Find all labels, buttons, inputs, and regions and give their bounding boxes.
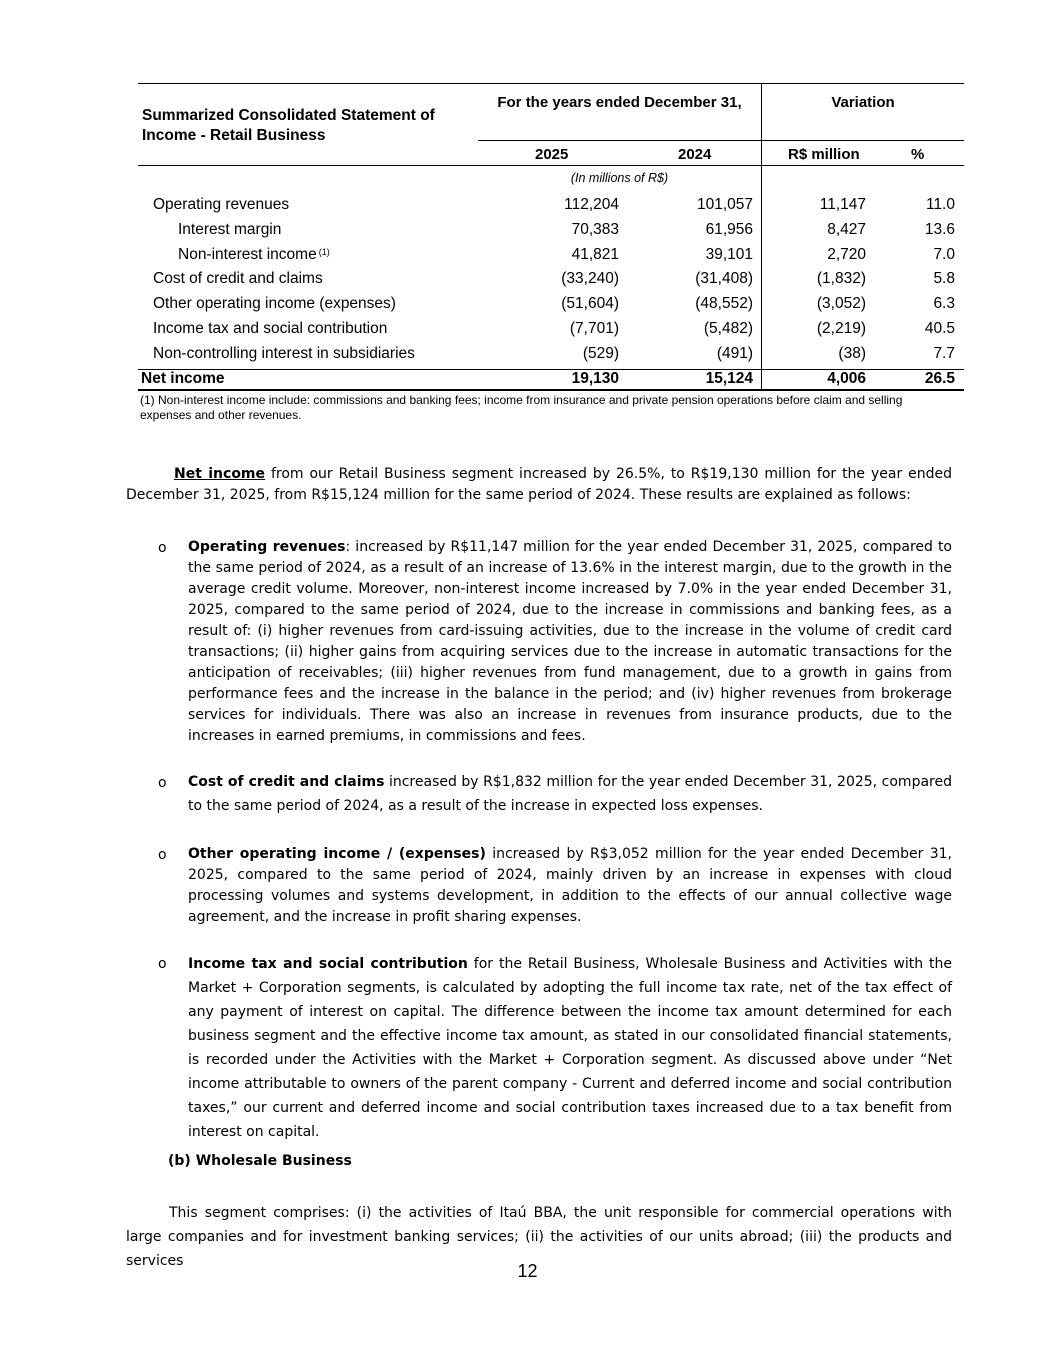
row-label: Non-interest income: [178, 246, 317, 263]
bullet-marker: o: [158, 847, 167, 863]
value-variation: (38): [838, 345, 866, 362]
footnote-ref: (1): [318, 247, 330, 257]
total-label: Net income: [141, 370, 225, 387]
table-row: [138, 269, 964, 289]
table-title: Summarized Consolidated Statement of Income - Retail Business: [142, 107, 435, 144]
value-2024: (48,552): [695, 295, 753, 312]
wholesale-text: This segment comprises: (i) the activities of Itaú BBA, the unit responsible for commercial operations with large companies and for investment banking services; (ii) the activities of our units abroad; (iii) the products and services: [126, 1205, 952, 1269]
bullet-other-operating: [188, 844, 952, 928]
value-2025: (51,604): [561, 295, 619, 312]
value-variation: 2,720: [827, 246, 866, 263]
row-label-wrap: [178, 245, 330, 265]
row-label: Cost of credit and claims: [153, 270, 323, 287]
bullet-text: increased by R$3,052 million for the year ended December 31, 2025, compared to the same period of 2024, mainly driven by an increase in expenses with cloud processing volumes and systems development, in addition to the effects of our annual collective wage agreement, and the increase in profit sharing expenses.: [188, 846, 952, 925]
table-top-rule: [138, 83, 964, 84]
page-number: 12: [517, 1261, 538, 1281]
table-row: [138, 319, 964, 339]
row-label: Interest margin: [178, 221, 282, 238]
section-heading-wholesale: (b) Wholesale Business: [168, 1153, 352, 1169]
total-percent: 26.5: [924, 370, 955, 387]
table-footnote: (1) Non-interest income include: commissions and banking fees; income from insurance and private pension operations before claim and selling expenses and other revenues.: [140, 393, 903, 422]
total-2025: 19,130: [571, 370, 619, 387]
bullet-operating-revenues: [188, 537, 952, 747]
row-label: Income tax and social contribution: [153, 320, 388, 337]
header-rule-years: [478, 140, 761, 141]
value-percent: 40.5: [924, 320, 955, 337]
table-row: [138, 195, 964, 215]
total-row: [138, 369, 964, 389]
bullet-text: for the Retail Business, Wholesale Business and Activities with the Market + Corporation segments, is calculated by adopting the full income tax rate, net of the tax effect of any payment of interest on capital. The difference between the income tax amount determined for each business segment and the effective income tax amount, as stated in our consolidated financial statements, is recorded under the Activities with the Market + Corporation segment. As discussed above under “Net income attributable to owners of the parent company - Current and deferred income and social contribution taxes,” our current and deferred income and social contribution taxes increased due to a tax benefit from interest on capital.: [188, 956, 952, 1140]
bullet-cost-of-credit: [188, 770, 952, 818]
value-2024: 39,101: [705, 246, 753, 263]
bullet-marker: o: [158, 775, 167, 791]
bullet-marker: o: [158, 540, 167, 556]
col-header-2025: 2025: [535, 146, 569, 163]
value-percent: 7.0: [933, 246, 955, 263]
header-bottom-rule: [138, 165, 964, 166]
header-variation: Variation: [831, 94, 895, 111]
row-label: Other operating income (expenses): [153, 295, 396, 312]
row-label: Operating revenues: [153, 196, 290, 213]
value-percent: 6.3: [933, 295, 955, 312]
col-header-2024: 2024: [678, 146, 712, 163]
header-years-ended: For the years ended December 31,: [497, 94, 742, 111]
value-2025: (33,240): [561, 270, 619, 287]
intro-paragraph: [126, 464, 952, 506]
bullet-lead: Operating revenues: [188, 539, 346, 555]
value-2024: (31,408): [695, 270, 753, 287]
total-2024: 15,124: [705, 370, 753, 387]
value-percent: 5.8: [933, 270, 955, 287]
units-note: (In millions of R$): [570, 171, 669, 185]
table-row: [138, 245, 964, 265]
bullet-text: increased by R$1,832 million for the year ended December 31, 2025, compared to the same period of 2024, as a result of the increase in expected loss expenses.: [188, 774, 952, 814]
value-2024: (491): [716, 345, 753, 362]
value-2025: 112,204: [564, 196, 619, 213]
value-variation: 11,147: [819, 196, 866, 213]
table-row: [138, 220, 964, 240]
total-bottom-rule: [138, 389, 964, 391]
col-header-rs-million: R$ million: [788, 146, 860, 163]
value-variation: (2,219): [816, 320, 866, 337]
value-variation: (1,832): [816, 270, 866, 287]
value-2025: 41,821: [571, 246, 619, 263]
value-percent: 11.0: [925, 196, 955, 213]
bullet-lead: Income tax and social contribution: [188, 956, 468, 972]
bullet-lead: Other operating income / (expenses): [188, 846, 486, 862]
table-row: [138, 294, 964, 314]
total-variation: 4,006: [827, 370, 866, 387]
value-variation: (3,052): [816, 295, 866, 312]
value-2024: (5,482): [703, 320, 753, 337]
bullet-marker: o: [158, 956, 167, 972]
bullet-lead: Cost of credit and claims: [188, 774, 385, 790]
table-row: [138, 344, 964, 364]
value-2025: (529): [582, 345, 619, 362]
intro-text: [126, 464, 952, 506]
intro-body: from our Retail Business segment increased by 26.5%, to R$19,130 million for the year ended December 31, 2025, from R$15,124 million for the same period of 2024. These results are explained as follows:: [126, 466, 952, 503]
col-header-percent: %: [911, 146, 925, 163]
value-2025: 70,383: [571, 221, 619, 238]
value-variation: 8,427: [827, 221, 866, 238]
header-rule-variation: [762, 140, 964, 141]
value-percent: 13.6: [924, 221, 955, 238]
bullet-text: : increased by R$11,147 million for the year ended December 31, 2025, compared to the same period of 2024, as a result of an increase of 13.6% in the interest margin, due to the growth in the average credit volume. Moreover, non-interest income increased by 7.0% in the year ended December 31, 2025, compared to the same period of 2024, due to the increase in commissions and banking fees, as a result of: (i) higher revenues from card-issuing activities, due to the increase in the volume of credit card transactions; (ii) higher gains from acquiring services due to the increase in automatic transactions for the anticipation of receivables; (iii) higher revenues from fund management, due to a growth in gains from performance fees and the increase in the balance in the period; and (iv) higher revenues from brokerage services for individuals. There was also an increase in revenues from insurance products, due to the increases in earned premiums, in commissions and fees.: [188, 539, 953, 744]
value-percent: 7.7: [933, 345, 955, 362]
bullet-income-tax: [188, 952, 952, 1144]
intro-lead: Net income: [174, 466, 266, 482]
row-label: Non-controlling interest in subsidiaries: [153, 345, 415, 362]
value-2025: (7,701): [569, 320, 619, 337]
value-2024: 101,057: [696, 196, 753, 213]
value-2024: 61,956: [705, 221, 753, 238]
